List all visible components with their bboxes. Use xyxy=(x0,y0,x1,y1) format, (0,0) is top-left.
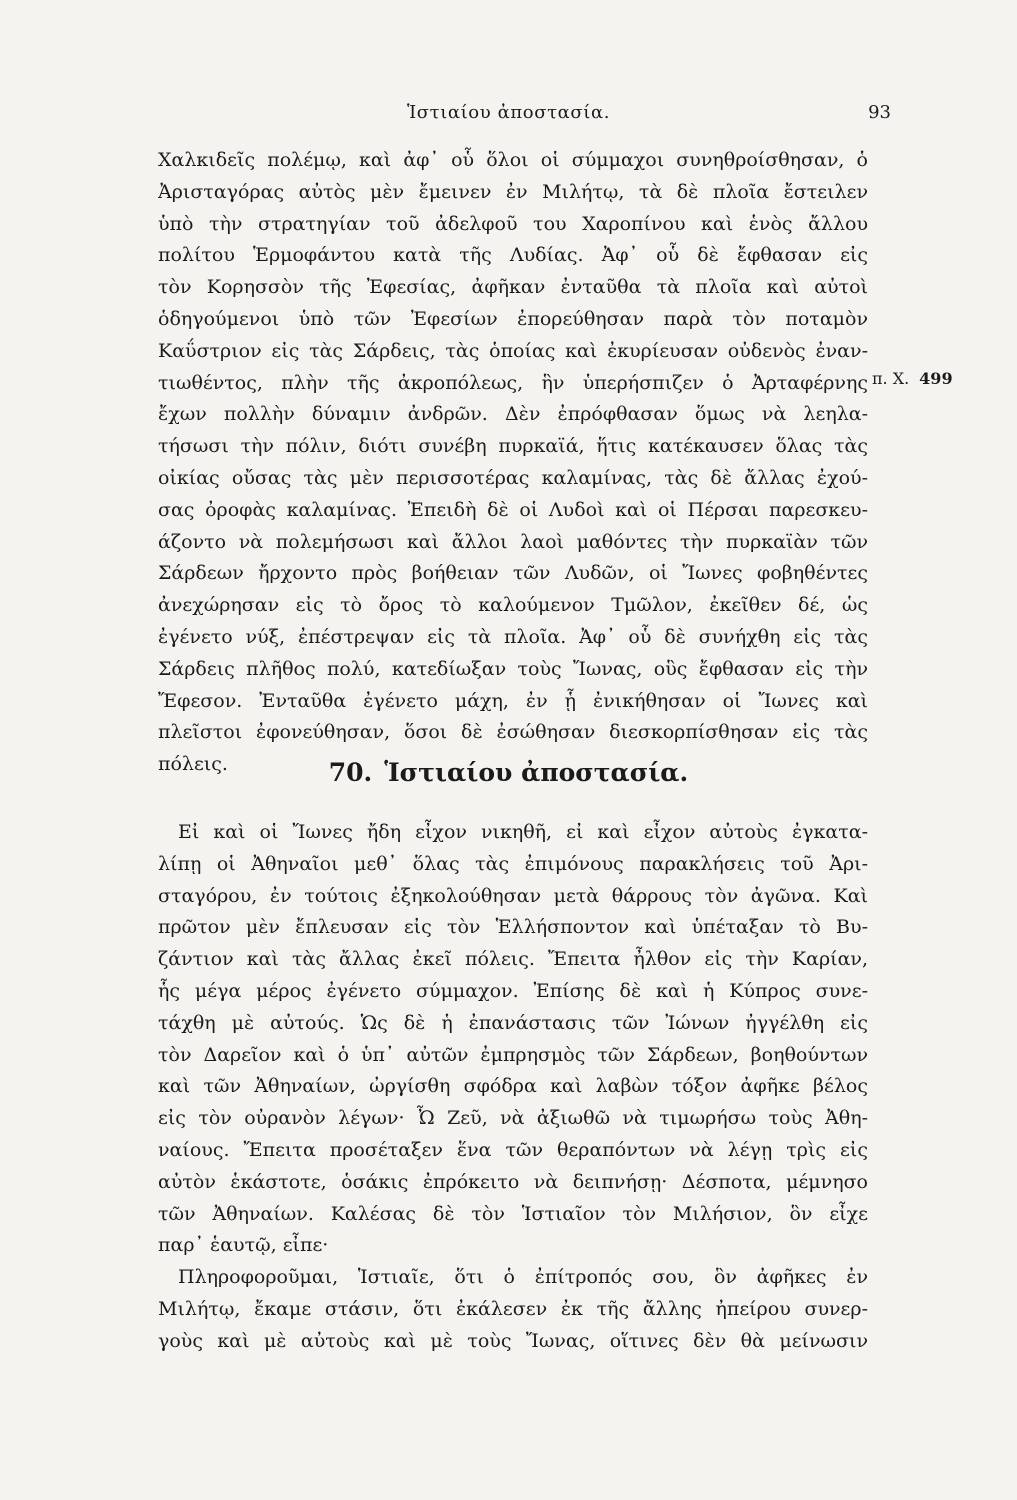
chapter-title: Ἱστιαίου ἀποστασία. xyxy=(384,758,689,787)
text-line: τὸν Δαρεῖον καὶ ὁ ὑπ᾽ αὐτῶν ἐμπρησμὸς τῶν Σάρδεων, βοηθούντων xyxy=(158,1043,868,1066)
paragraph-chapter-opening xyxy=(158,817,868,1262)
text-line: ἔχων πολλὴν δύναμιν ἀνδρῶν. Δὲν ἐπρόφθασαν ὅμως νὰ λεηλα- xyxy=(158,403,868,426)
margin-year: 499 xyxy=(919,369,953,388)
text-line: Καΰστριον εἰς τὰς Σάρδεις, τὰς ὁποίας καὶ ἐκυρίευσαν οὐδενὸς ἐναν- xyxy=(158,339,868,362)
chapter-number: 70. xyxy=(328,758,373,787)
text-line: οἰκίας οὔσας τὰς μὲν περισσοτέρας καλαμίνας, τὰς δὲ ἄλλας ἐχού- xyxy=(158,466,868,489)
text-line: τάχθη μὲ αὐτούς. Ὡς δὲ ἡ ἐπανάστασις τῶν Ἰώνων ἠγγέλθη εἰς xyxy=(158,1011,868,1034)
text-line: Πληροφοροῦμαι, Ἱστιαῖε, ὅτι ὁ ἐπίτροπός σου, ὃν ἀφῆκες ἐν xyxy=(178,1266,868,1288)
text-line: τιωθέντος, πλὴν τῆς ἀκροπόλεως, ἣν ὑπερήσπιζεν ὁ Ἀρταφέρνης xyxy=(158,371,868,394)
text-line: ναίους. Ἔπειτα προσέταξεν ἕνα τῶν θεραπόντων νὰ λέγῃ τρὶς εἰς xyxy=(158,1138,868,1161)
text-line: καὶ τῶν Ἀθηναίων, ὠργίσθη σφόδρα καὶ λαβὼν τόξον ἀφῆκε βέλος xyxy=(158,1075,868,1098)
text-line: Ἔφεσον. Ἐνταῦθα ἐγένετο μάχη, ἐν ᾗ ἐνικήθησαν οἱ Ἴωνες καὶ xyxy=(158,689,868,712)
text-line: παρ᾽ ἑαυτῷ, εἶπε· xyxy=(158,1234,329,1257)
text-line: πρῶτον μὲν ἔπλευσαν εἰς τὸν Ἑλλήσποντον καὶ ὑπέταξαν τὸ Βυ- xyxy=(158,916,868,939)
text-line: Ἀρισταγόρας αὐτὸς μὲν ἔμεινεν ἐν Μιλήτῳ, τὰ δὲ πλοῖα ἔστειλεν xyxy=(158,180,868,203)
page-number: 93 xyxy=(868,102,891,123)
text-line: αὐτὸν ἑκάστοτε, ὁσάκις ἐπρόκειτο νὰ δειπνήσῃ· Δέσποτα, μέμνησο xyxy=(158,1170,868,1193)
text-line: λίπῃ οἱ Ἀθηναῖοι μεθ᾽ ὅλας τὰς ἐπιμόνους παρακλήσεις τοῦ Ἀρι- xyxy=(158,852,868,875)
text-line: Εἰ καὶ οἱ Ἴωνες ἤδη εἶχον νικηθῆ, εἰ καὶ εἶχον αὐτοὺς ἐγκατα- xyxy=(178,821,868,843)
text-line: ζάντιον καὶ τὰς ἄλλας ἐκεῖ πόλεις. Ἔπειτα ἦλθον εἰς τὴν Καρίαν, xyxy=(158,948,868,971)
text-line: ὁδηγούμενοι ὑπὸ τῶν Ἐφεσίων ἐπορεύθησαν παρὰ τὸν ποταμὸν xyxy=(158,307,868,330)
running-title: Ἱστιαίου ἀποστασία. xyxy=(406,102,611,123)
text-line: σας ὀροφὰς καλαμίνας. Ἐπειδὴ δὲ οἱ Λυδοὶ καὶ οἱ Πέρσαι παρεσκευ- xyxy=(158,498,868,521)
text-line: ἀνεχώρησαν εἰς τὸ ὄρος τὸ καλούμενον Τμῶλον, ἐκεῖθεν δέ, ὡς xyxy=(158,594,868,617)
text-line: πολίτου Ἑρμοφάντου κατὰ τῆς Λυδίας. Ἀφ᾽ οὗ δὲ ἔφθασαν εἰς xyxy=(158,244,868,267)
text-line: ὑπὸ τὴν στρατηγίαν τοῦ ἀδελφοῦ του Χαροπίνου καὶ ἑνὸς ἄλλου xyxy=(158,212,868,235)
text-line: τὸν Κορησσὸν τῆς Ἐφεσίας, ἀφῆκαν ἐνταῦθα τὰ πλοῖα καὶ αὐτοὶ xyxy=(158,276,868,299)
text-line: εἰς τὸν οὐρανὸν λέγων· Ὦ Ζεῦ, νὰ ἀξιωθῶ νὰ τιμωρήσω τοὺς Ἀθη- xyxy=(158,1107,868,1130)
chapter-heading xyxy=(0,758,1017,787)
text-line: πλεῖστοι ἐφονεύθησαν, ὅσοι δὲ ἐσώθησαν διεσκορπίσθησαν εἰς τὰς xyxy=(158,721,868,744)
text-line: ἐγένετο νύξ, ἐπέστρεψαν εἰς τὰ πλοῖα. Ἀφ᾽ οὗ δὲ συνήχθη εἰς τὰς xyxy=(158,625,868,648)
text-line: Μιλήτῳ, ἔκαμε στάσιν, ὅτι ἐκάλεσεν ἐκ τῆς ἄλλης ἠπείρου συνερ- xyxy=(158,1297,868,1320)
text-line: τῶν Ἀθηναίων. Καλέσας δὲ τὸν Ἱστιαῖον τὸν Μιλήσιον, ὃν εἶχε xyxy=(158,1202,868,1225)
text-line: ἧς μέγα μέρος ἐγένετο σύμμαχον. Ἐπίσης δὲ καὶ ἡ Κύπρος συνε- xyxy=(158,979,868,1002)
paragraph-continued xyxy=(158,145,868,781)
text-line: Σάρδεις πλῆθος πολύ, κατεδίωξαν τοὺς Ἴωνας, οὓς ἔφθασαν εἰς τὴν xyxy=(158,657,868,680)
paragraph-speech xyxy=(158,1262,868,1357)
text-line: Σάρδεων ἤρχοντο πρὸς βοήθειαν τῶν Λυδῶν, οἱ Ἴωνες φοβηθέντες xyxy=(158,562,868,585)
margin-era-label: π. Χ. xyxy=(872,369,910,388)
text-line: Χαλκιδεῖς πολέμῳ, καὶ ἀφ᾽ οὗ ὅλοι οἱ σύμμαχοι συνηθροίσθησαν, ὁ xyxy=(158,149,868,171)
margin-date-note xyxy=(872,369,953,388)
text-line: πόλεις. xyxy=(158,753,228,776)
text-line: σταγόρου, ἐν τούτοις ἐξηκολούθησαν μετὰ θάρρους τὸν ἀγῶνα. Καὶ xyxy=(158,884,868,907)
text-line: γοὺς καὶ μὲ αὐτοὺς καὶ μὲ τοὺς Ἴωνας, οἵτινες δὲν θὰ μείνωσιν xyxy=(158,1329,868,1352)
text-line: άζοντο νὰ πολεμήσωσι καὶ ἄλλοι λαοὶ μαθόντες τὴν πυρκαϊὰν τῶν xyxy=(158,530,868,553)
text-line: τήσωσι τὴν πόλιν, διότι συνέβη πυρκαϊά, ἥτις κατέκαυσεν ὅλας τὰς xyxy=(158,435,868,458)
